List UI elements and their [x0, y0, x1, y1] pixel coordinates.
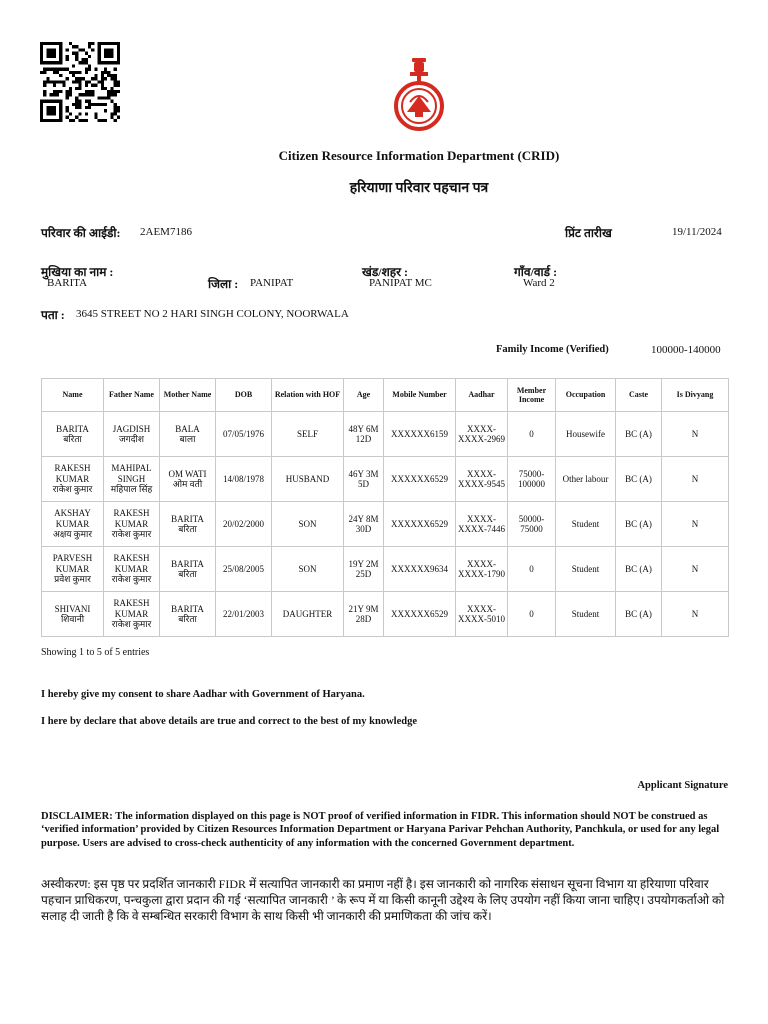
table-row: [42, 547, 729, 592]
table-cell: BC (A): [616, 502, 662, 547]
table-cell: RAKESH KUMAR राकेश कुमार: [104, 502, 160, 547]
table-cell: JAGDISH जगदीश: [104, 412, 160, 457]
table-cell: XXXX-XXXX-2969: [456, 412, 508, 457]
head-name-label: मुखिया का नाम :: [41, 265, 114, 279]
members-table: [41, 378, 729, 637]
haryana-emblem-icon: [388, 56, 450, 132]
column-header: Mother Name: [160, 379, 216, 412]
disclaimer-english: DISCLAIMER: The information displayed on this page is NOT proof of verified information in FIDR. This information should NOT be construed as ‘verified information’ provided by Citizen Resources Information Department or Haryana Parivar Pehchan Authority, Panchkula, or used for any legal purpose. Users are advised to cross-check authenticity of any information with the concerned Government department.: [41, 811, 720, 849]
table-cell: 19Y 2M 25D: [344, 547, 384, 592]
table-row: [42, 502, 729, 547]
table-cell: N: [662, 412, 729, 457]
table-cell: XXXX-XXXX-7446: [456, 502, 508, 547]
table-cell: BARITA बरिता: [160, 502, 216, 547]
card-title: हरियाणा परिवार पहचान पत्र: [349, 181, 489, 196]
table-cell: BARITA बरिता: [160, 592, 216, 637]
ward-value: Ward 2: [523, 277, 555, 289]
table-cell: 14/08/1978: [216, 457, 272, 502]
family-income-label: Family Income (Verified): [496, 344, 609, 355]
column-header: Caste: [616, 379, 662, 412]
table-header-row: [42, 379, 729, 412]
table-cell: MAHIPAL SINGH महिपाल सिंह: [104, 457, 160, 502]
table-cell: BARITA बरिता: [42, 412, 104, 457]
column-header: Occupation: [556, 379, 616, 412]
table-cell: SELF: [272, 412, 344, 457]
table-cell: XXXX-XXXX-5010: [456, 592, 508, 637]
showing-entries: Showing 1 to 5 of 5 entries: [41, 647, 150, 658]
table-cell: SON: [272, 502, 344, 547]
table-cell: RAKESH KUMAR राकेश कुमार: [104, 547, 160, 592]
column-header: Age: [344, 379, 384, 412]
table-cell: AKSHAY KUMAR अक्षय कुमार: [42, 502, 104, 547]
table-cell: SON: [272, 547, 344, 592]
table-cell: 24Y 8M 30D: [344, 502, 384, 547]
table-cell: 75000-100000: [508, 457, 556, 502]
declaration-text: I here by declare that above details are true and correct to the best of my knowledge: [41, 716, 418, 727]
table-cell: 50000-75000: [508, 502, 556, 547]
head-name-value: BARITA: [47, 277, 88, 289]
print-date-label: प्रिंट तारीख: [565, 226, 612, 240]
column-header: Relation with HOF: [272, 379, 344, 412]
column-header: Is Divyang: [662, 379, 729, 412]
table-cell: 07/05/1976: [216, 412, 272, 457]
table-cell: Other labour: [556, 457, 616, 502]
table-cell: XXXXXX6159: [384, 412, 456, 457]
table-cell: SHIVANI शिवानी: [42, 592, 104, 637]
table-cell: HUSBAND: [272, 457, 344, 502]
address-value: 3645 STREET NO 2 HARI SINGH COLONY, NOORWALA: [76, 308, 349, 320]
qr-code-icon: [40, 42, 120, 122]
table-row: [42, 457, 729, 502]
address-label: पता :: [41, 308, 65, 322]
table-cell: 20/02/2000: [216, 502, 272, 547]
table-cell: OM WATI ओम वती: [160, 457, 216, 502]
print-date-value: 19/11/2024: [672, 226, 722, 238]
table-cell: 0: [508, 547, 556, 592]
table-cell: Student: [556, 502, 616, 547]
table-cell: XXXXXX6529: [384, 502, 456, 547]
column-header: DOB: [216, 379, 272, 412]
table-cell: XXXX-XXXX-1790: [456, 547, 508, 592]
table-cell: 0: [508, 592, 556, 637]
table-cell: BC (A): [616, 547, 662, 592]
table-cell: XXXXXX9634: [384, 547, 456, 592]
table-cell: XXXXXX6529: [384, 592, 456, 637]
table-cell: 21Y 9M 28D: [344, 592, 384, 637]
column-header: Member Income: [508, 379, 556, 412]
family-id-label: परिवार की आईडी:: [41, 226, 121, 240]
district-label: जिला :: [208, 277, 239, 291]
table-row: [42, 412, 729, 457]
table-cell: N: [662, 457, 729, 502]
table-cell: BALA बाला: [160, 412, 216, 457]
table-cell: N: [662, 547, 729, 592]
table-cell: BC (A): [616, 457, 662, 502]
table-cell: DAUGHTER: [272, 592, 344, 637]
column-header: Father Name: [104, 379, 160, 412]
table-cell: RAKESH KUMAR राकेश कुमार: [104, 592, 160, 637]
block-value: PANIPAT MC: [369, 277, 432, 289]
table-cell: 22/01/2003: [216, 592, 272, 637]
table-cell: Student: [556, 592, 616, 637]
table-cell: BC (A): [616, 592, 662, 637]
disclaimer-hindi: अस्वीकरण: इस पृष्ठ पर प्रदर्शित जानकारी FIDR में सत्यापित जानकारी का प्रमाण नहीं है। इस जानकारी को नागरिक संसाधन सूचना विभाग या हरियाणा परिवार पहचान प्राधिकरण, पन्चकुला द्वारा प्रदान की गई ‘सत्यापित जानकारी ’ के रूप में या किसी कानूनी उद्देश्य के लिए उपयोग नहीं किया जाना चाहिए। उपयोगकर्ताओ को सलाह दी जाती है कि वे सम्बन्धित सरकारी विभाग के साथ किसी भी जानकारी की प्रमाणिकता की जांच करें।: [41, 877, 725, 924]
table-cell: N: [662, 592, 729, 637]
table-cell: 48Y 6M 12D: [344, 412, 384, 457]
table-cell: 25/08/2005: [216, 547, 272, 592]
block-label: खंड/शहर :: [362, 265, 409, 279]
column-header: Mobile Number: [384, 379, 456, 412]
table-cell: Housewife: [556, 412, 616, 457]
table-cell: XXXX-XXXX-9545: [456, 457, 508, 502]
table-row: [42, 592, 729, 637]
table-cell: RAKESH KUMAR राकेश कुमार: [42, 457, 104, 502]
family-income-value: 100000-140000: [651, 344, 721, 356]
column-header: Name: [42, 379, 104, 412]
table-cell: PARVESH KUMAR प्रवेश कुमार: [42, 547, 104, 592]
table-cell: N: [662, 502, 729, 547]
table-cell: 0: [508, 412, 556, 457]
table-cell: XXXXXX6529: [384, 457, 456, 502]
district-value: PANIPAT: [250, 277, 294, 289]
ward-label: गाँव/वार्ड :: [514, 265, 558, 279]
table-cell: 46Y 3M 5D: [344, 457, 384, 502]
consent-text: I hereby give my consent to share Aadhar with Government of Haryana.: [41, 689, 365, 700]
table-cell: Student: [556, 547, 616, 592]
department-title: Citizen Resource Information Department (CRID): [278, 148, 560, 163]
applicant-signature: Applicant Signature: [637, 780, 728, 791]
table-cell: BC (A): [616, 412, 662, 457]
family-id-value: 2AEM7186: [140, 226, 192, 238]
column-header: Aadhar: [456, 379, 508, 412]
table-cell: BARITA बरिता: [160, 547, 216, 592]
